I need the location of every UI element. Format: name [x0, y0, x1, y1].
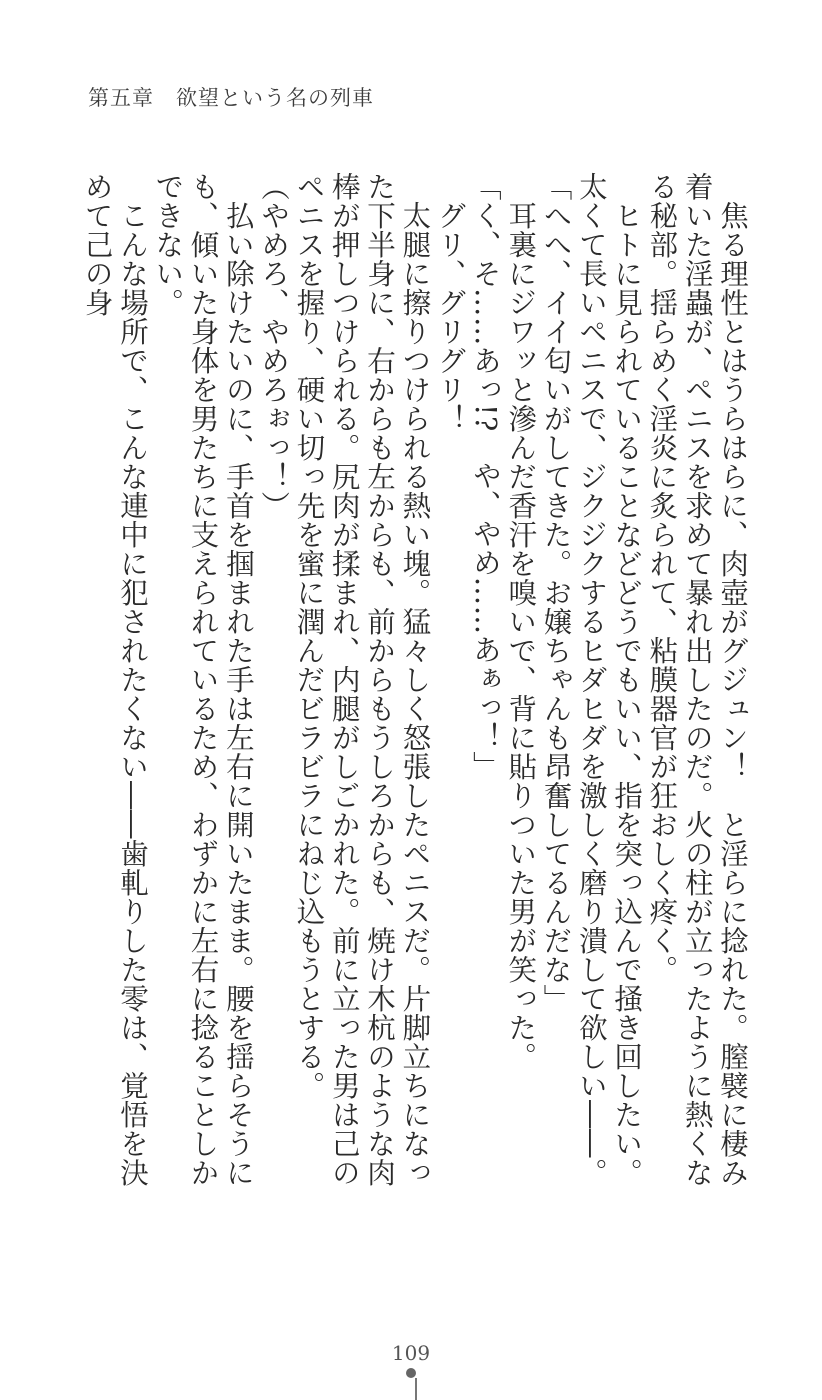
page-marker-line: [415, 1378, 417, 1400]
paragraph: ヒトに見られていることなどどうでもいい、指を突っ込んで掻き回したい。太くて長いペニスで、ジクジクするヒダヒダを激しく磨り潰して欲しい――。: [574, 172, 644, 1187]
body-text: [80, 172, 750, 1202]
page-marker-dot: [406, 1368, 416, 1378]
paragraph: 焦る理性とはうらはらに、肉壺がグジュン！ と淫らに捻れた。膣襞に棲み着いた淫蟲が、ペニスを求めて暴れ出したのだ。火の柱が立ったように熱くなる秘部。揺らめく淫炎に炙られて、粘膜器官が狂おしく疼く。: [645, 172, 749, 1187]
paragraph: 払い除けたいのに、手首を掴まれた手は左右に開いたまま。腰を揺らそうにも、傾いた身体を男たちに支えられているため、わずかに左右に捻ることしかできない。: [151, 172, 255, 1187]
paragraph: グリ、グリグリ！: [433, 200, 467, 433]
chapter-title: 第五章 欲望という名の列車: [88, 86, 374, 110]
page-number: 109: [391, 1341, 431, 1365]
paragraph: 耳裏にジワッと滲んだ香汗を嗅いで、背に貼りついた男が笑った。: [504, 200, 538, 1071]
paragraph: 「へへ、イイ匂いがしてきた。お嬢ちゃんも昂奮してるんだな」: [539, 172, 573, 1013]
paragraph: （やめろ、やめろぉっ！）: [257, 172, 291, 520]
paragraph: こんな場所で、こんな連中に犯されたくない――歯軋りした零は、覚悟を決めて己の身: [80, 172, 149, 1187]
paragraph: 「く、そ……あっ!? や、やめ……あぁっ！」: [468, 172, 502, 780]
paragraph: 太腿に擦りつけられる熱い塊。猛々しく怒張したペニスだ。片脚立ちになった下半身に、右からも左からも、前からもうしろからも、焼け木杭のような肉棒が押しつけられる。尻肉が揉まれ、内腿がしごかれた。前に立った男は己のペニスを握り、硬い切っ先を蜜に潤んだビラビラにねじ込もうとする。: [292, 172, 432, 1187]
